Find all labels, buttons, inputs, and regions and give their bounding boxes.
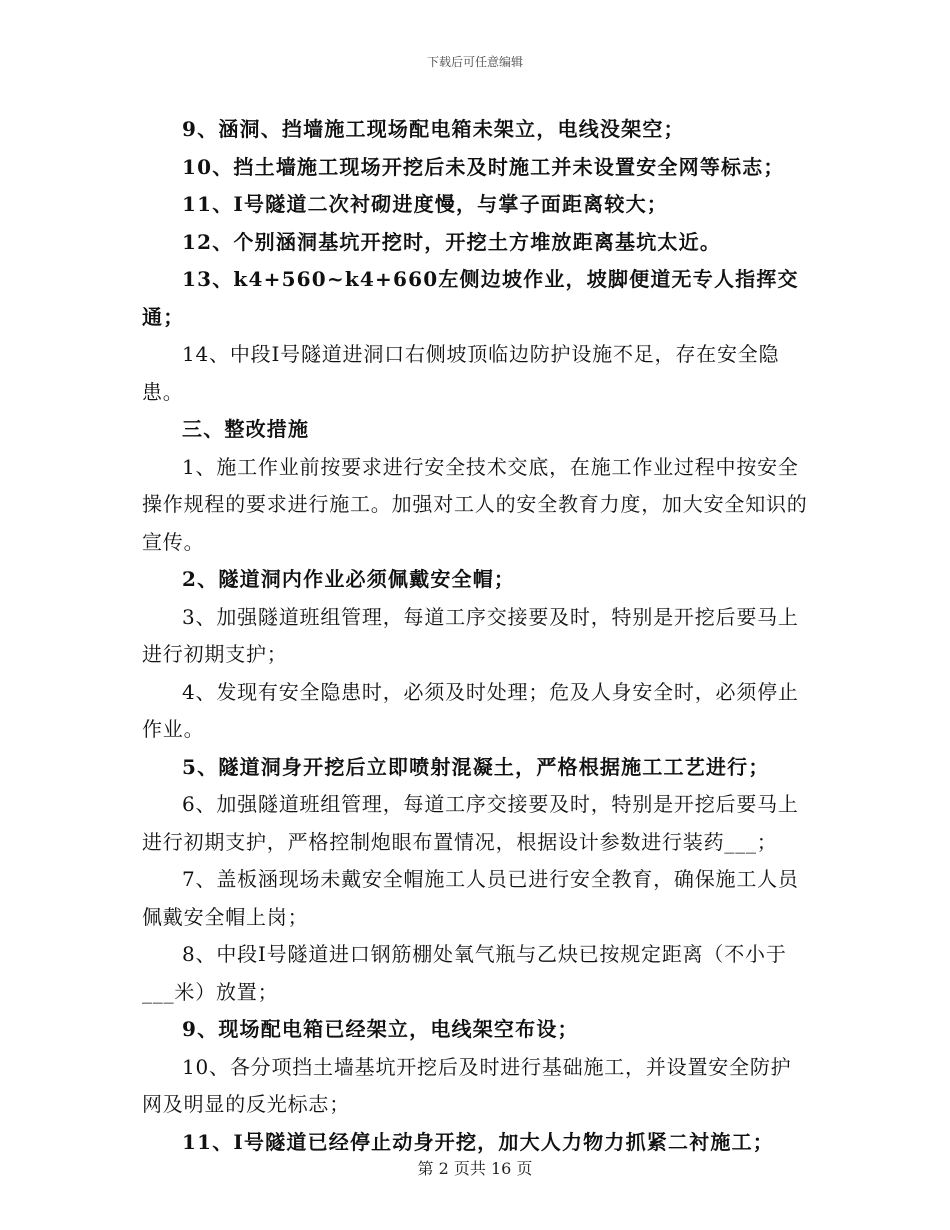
paragraph: 4、发现有安全隐患时，必须及时处理；危及人身安全时，必须停止作业。 xyxy=(142,679,799,741)
document-body xyxy=(142,111,812,1161)
paragraph: 7、盖板涵现场未戴安全帽施工人员已进行安全教育，确保施工人员佩戴安全帽上岗； xyxy=(142,867,799,929)
section-heading: 三、整改措施 xyxy=(182,417,310,441)
page-header-note: 下载后可任意编辑 xyxy=(426,55,523,69)
paragraph: 6、加强隧道班组管理，每道工序交接要及时，特别是开挖后要马上进行初期支护，严格控制炮眼布置情况，根据设计参数进行装药___； xyxy=(142,792,799,854)
paragraph: 11、Ⅰ号隧道二次衬砌进度慢，与掌子面距离较大； xyxy=(182,192,668,216)
paragraph: 8、中段Ⅰ号隧道进口钢筋棚处氧气瓶与乙炔已按规定距离（不小于___米）放置； xyxy=(142,942,787,1004)
paragraph: 9、涵洞、挡墙施工现场配电箱未架立，电线没架空； xyxy=(182,117,685,141)
paragraph: 12、个别涵洞基坑开挖时，开挖土方堆放距离基坑太近。 xyxy=(182,229,722,254)
paragraph: 5、隧道洞身开挖后立即喷射混凝土，严格根据施工工艺进行； xyxy=(182,754,770,779)
paragraph: 3、加强隧道班组管理，每道工序交接要及时，特别是开挖后要马上进行初期支护； xyxy=(142,604,799,666)
paragraph: 14、中段Ⅰ号隧道进洞口右侧坡顶临边防护设施不足，存在安全隐患。 xyxy=(142,342,780,404)
paragraph: 9、现场配电箱已经架立，电线架空布设； xyxy=(182,1017,579,1041)
paragraph: 11、Ⅰ号隧道已经停止动身开挖，加大人力物力抓紧二衬施工； xyxy=(182,1129,774,1154)
paragraph: 10、各分项挡土墙基坑开挖后及时进行基础施工，并设置安全防护网及明显的反光标志； xyxy=(142,1054,792,1116)
page-number: 第 2 页共 16 页 xyxy=(417,1159,533,1178)
paragraph: 10、挡土墙施工现场开挖后未及时施工并未设置安全网等标志； xyxy=(182,154,785,179)
paragraph: 13、k4+560~k4+660左侧边坡作业，坡脚便道无专人指挥交通； xyxy=(142,267,799,329)
paragraph: 2、隧道洞内作业必须佩戴安全帽； xyxy=(182,567,516,591)
paragraph: 1、施工作业前按要求进行安全技术交底，在施工作业过程中按安全操作规程的要求进行施工。加强对工人的安全教育力度，加大安全知识的宣传。 xyxy=(142,454,808,554)
